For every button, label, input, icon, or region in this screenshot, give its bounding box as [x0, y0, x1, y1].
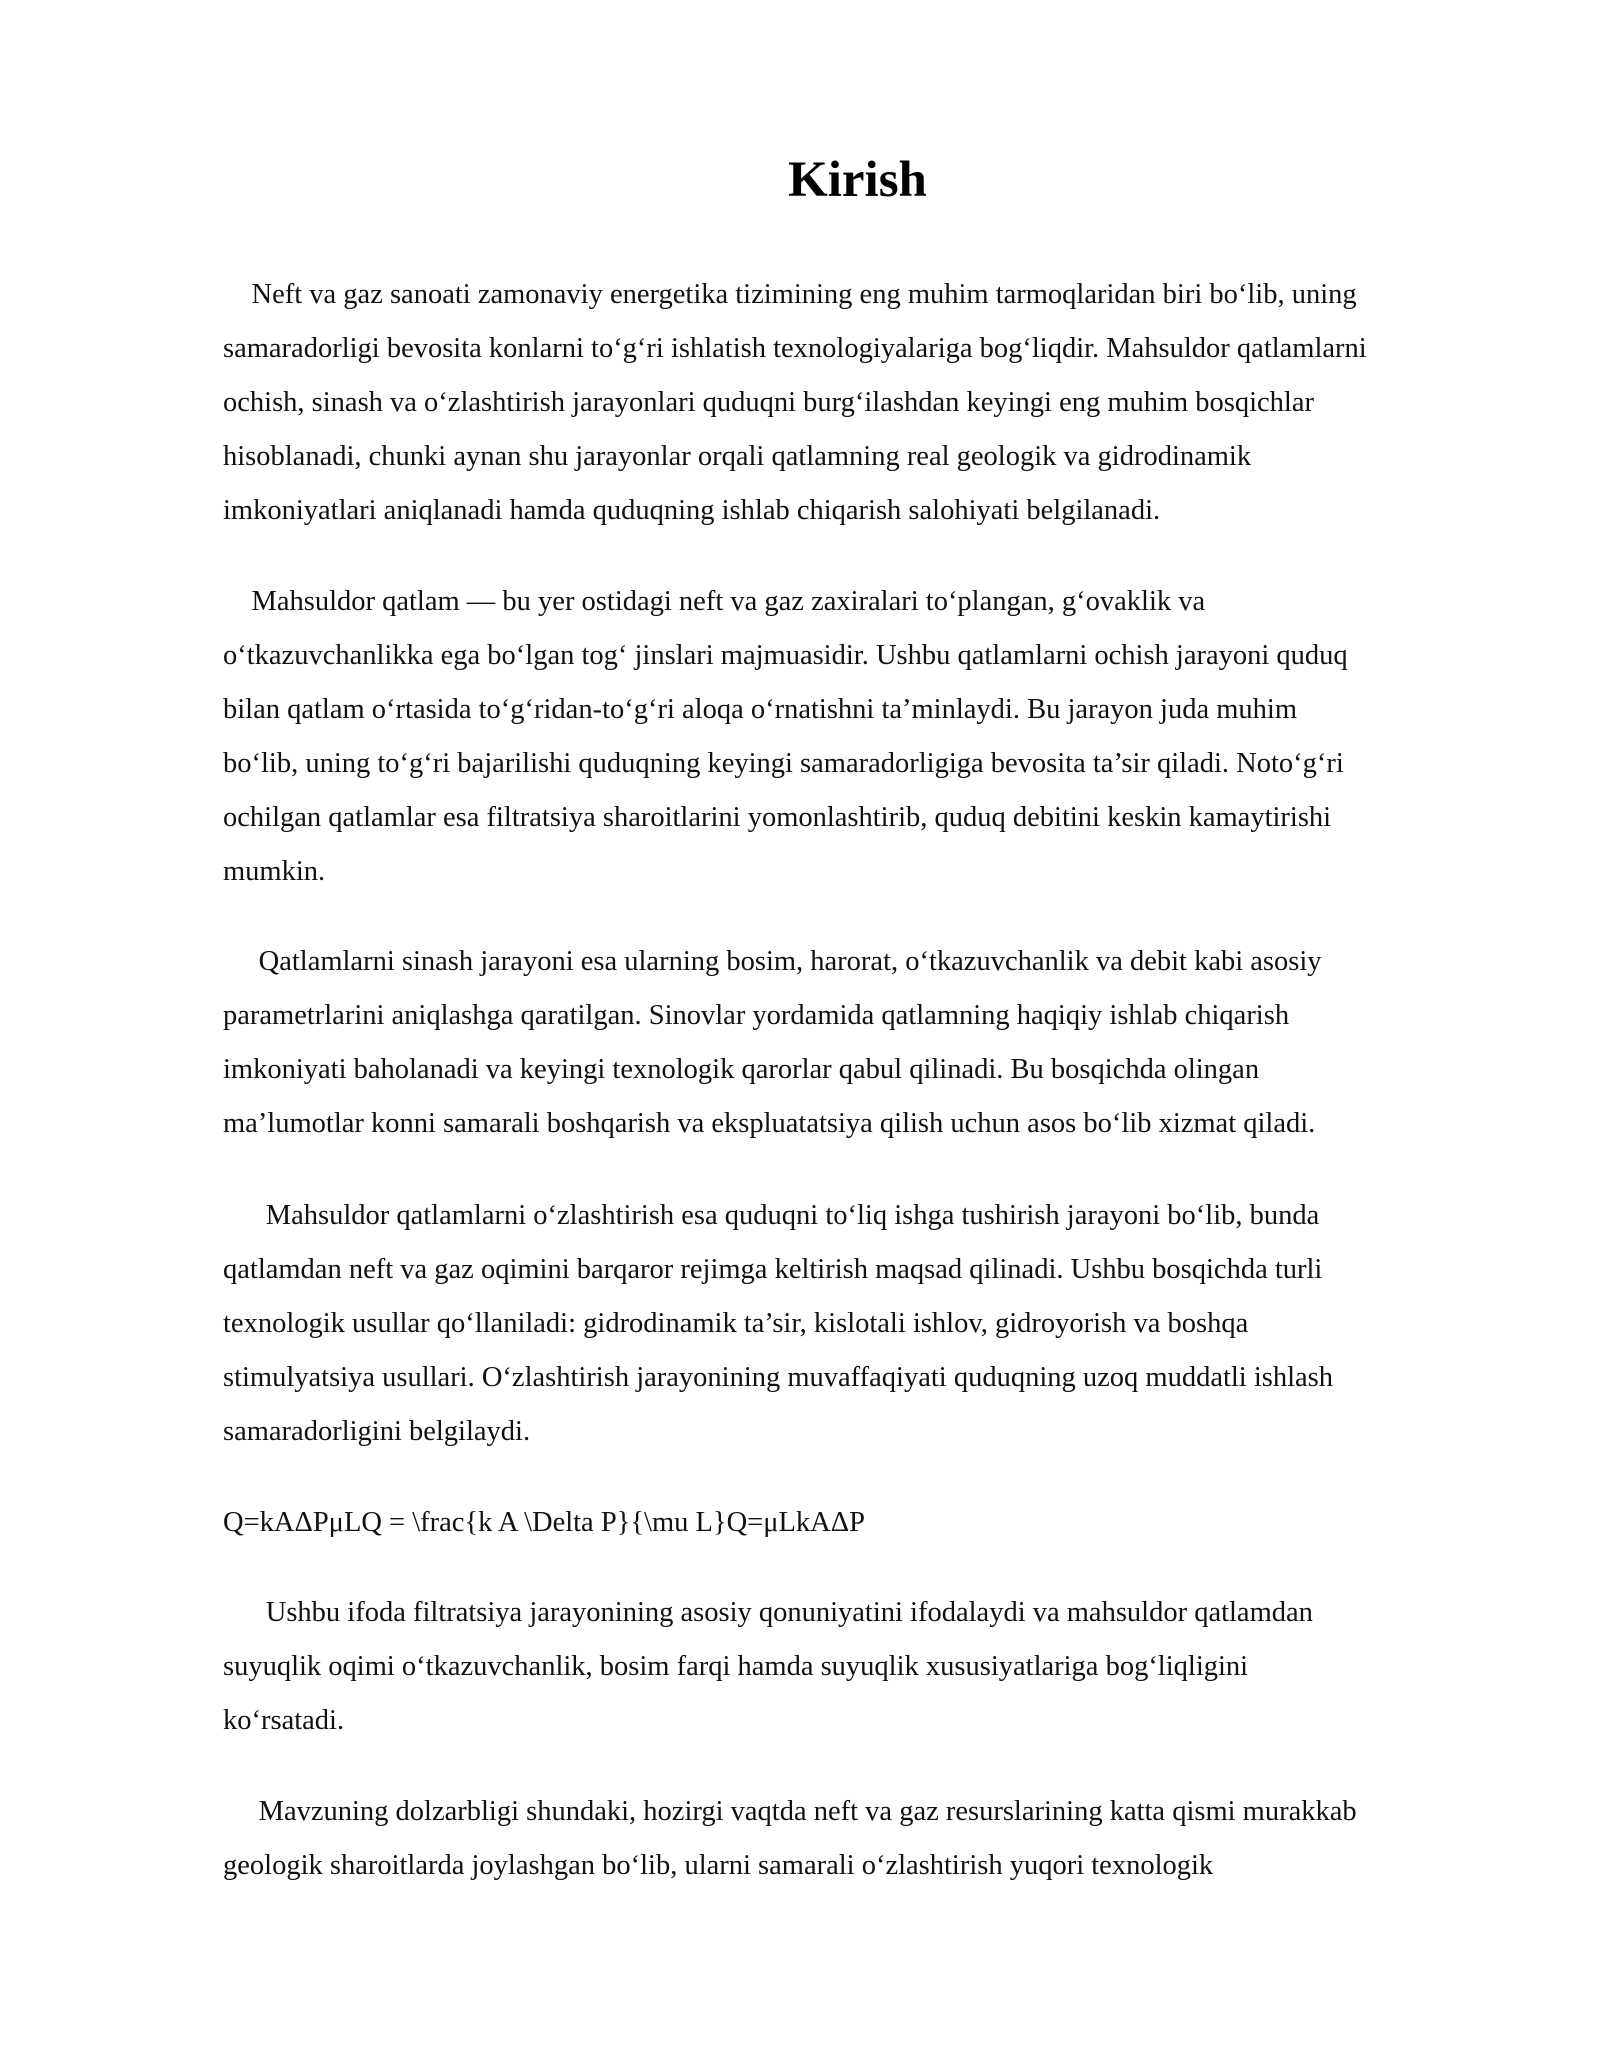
paragraph-line: samaradorligini belgilaydi.	[223, 1416, 531, 1447]
paragraph-line: bo‘lib, uning to‘g‘ri bajarilishi quduqning keyingi samaradorligiga bevosita ta’sir qiladi. Noto‘g‘ri	[223, 748, 1344, 779]
paragraph-2	[223, 575, 1348, 899]
page-title: Kirish	[788, 152, 927, 208]
paragraph-line: stimulyatsiya usullari. O‘zlashtirish jarayonining muvaffaqiyati quduqning uzoq muddatli ishlash	[223, 1362, 1334, 1393]
paragraph-line: Neft va gaz sanoati zamonaviy energetika tizimining eng muhim tarmoqlaridan biri bo‘lib, uning	[223, 279, 1357, 310]
paragraph-line: parametrlarini aniqlashga qaratilgan. Sinovlar yordamida qatlamning haqiqiy ishlab chiqarish	[223, 1000, 1290, 1031]
paragraph-6	[223, 1785, 1357, 1893]
paragraph-line: bilan qatlam o‘rtasida to‘g‘ridan-to‘g‘ri aloqa o‘rnatishni ta’minlaydi. Bu jarayon juda muhim	[223, 694, 1297, 725]
paragraph-line: ochish, sinash va o‘zlashtirish jarayonlari quduqni burg‘ilashdan keyingi eng muhim bosqichlar	[223, 387, 1314, 418]
paragraph-line: mumkin.	[223, 856, 326, 887]
paragraph-line: geologik sharoitlarda joylashgan bo‘lib, ularni samarali o‘zlashtirish yuqori texnologik	[223, 1850, 1214, 1881]
paragraph-line: suyuqlik oqimi o‘tkazuvchanlik, bosim farqi hamda suyuqlik xususiyatlariga bog‘liqligini	[223, 1651, 1249, 1682]
paragraph-3	[223, 935, 1322, 1151]
paragraph-line: Mahsuldor qatlam — bu yer ostidagi neft va gaz zaxiralari to‘plangan, g‘ovaklik va	[223, 586, 1206, 617]
paragraph-4	[223, 1189, 1333, 1459]
paragraph-line: o‘tkazuvchanlikka ega bo‘lgan tog‘ jinslari majmuasidir. Ushbu qatlamlarni ochish jarayoni quduq	[223, 640, 1348, 671]
formula-text: Q=kAΔPμLQ = \frac{k A \Delta P}{\mu L}Q=μLkAΔP	[223, 1507, 865, 1538]
paragraph-line: samaradorligi bevosita konlarni to‘g‘ri ishlatish texnologiyalariga bog‘liqdir. Mahsuldor qatlamlarni	[223, 333, 1367, 364]
paragraph-line: texnologik usullar qo‘llaniladi: gidrodinamik ta’sir, kislotali ishlov, gidroyorish va boshqa	[223, 1308, 1249, 1339]
paragraph-line: hisoblanadi, chunki aynan shu jarayonlar orqali qatlamning real geologik va gidrodinamik	[223, 441, 1252, 472]
paragraph-1	[223, 268, 1367, 538]
paragraph-line: Mahsuldor qatlamlarni o‘zlashtirish esa quduqni to‘liq ishga tushirish jarayoni bo‘lib, bunda	[223, 1200, 1320, 1231]
paragraph-line: qatlamdan neft va gaz oqimini barqaror rejimga keltirish maqsad qilinadi. Ushbu bosqichda turli	[223, 1254, 1323, 1285]
paragraph-line: Qatlamlarni sinash jarayoni esa ularning bosim, harorat, o‘tkazuvchanlik va debit kabi asosiy	[223, 946, 1322, 977]
paragraph-line: ma’lumotlar konni samarali boshqarish va ekspluatatsiya qilish uchun asos bo‘lib xizmat qiladi.	[223, 1108, 1316, 1139]
paragraph-line: Mavzuning dolzarbligi shundaki, hozirgi vaqtda neft va gaz resurslarining katta qismi murakkab	[223, 1796, 1357, 1827]
paragraph-line: ko‘rsatadi.	[223, 1705, 345, 1736]
paragraph-line: ochilgan qatlamlar esa filtratsiya sharoitlarini yomonlashtirib, quduq debitini keskin kamaytirishi	[223, 802, 1332, 833]
paragraph-line: Ushbu ifoda filtratsiya jarayonining asosiy qonuniyatini ifodalaydi va mahsuldor qatlamdan	[223, 1597, 1313, 1628]
paragraph-5	[223, 1586, 1313, 1748]
paragraph-line: imkoniyati baholanadi va keyingi texnologik qarorlar qabul qilinadi. Bu bosqichda olingan	[223, 1054, 1260, 1085]
paragraph-line: imkoniyatlari aniqlanadi hamda quduqning ishlab chiqarish salohiyati belgilanadi.	[223, 495, 1161, 526]
